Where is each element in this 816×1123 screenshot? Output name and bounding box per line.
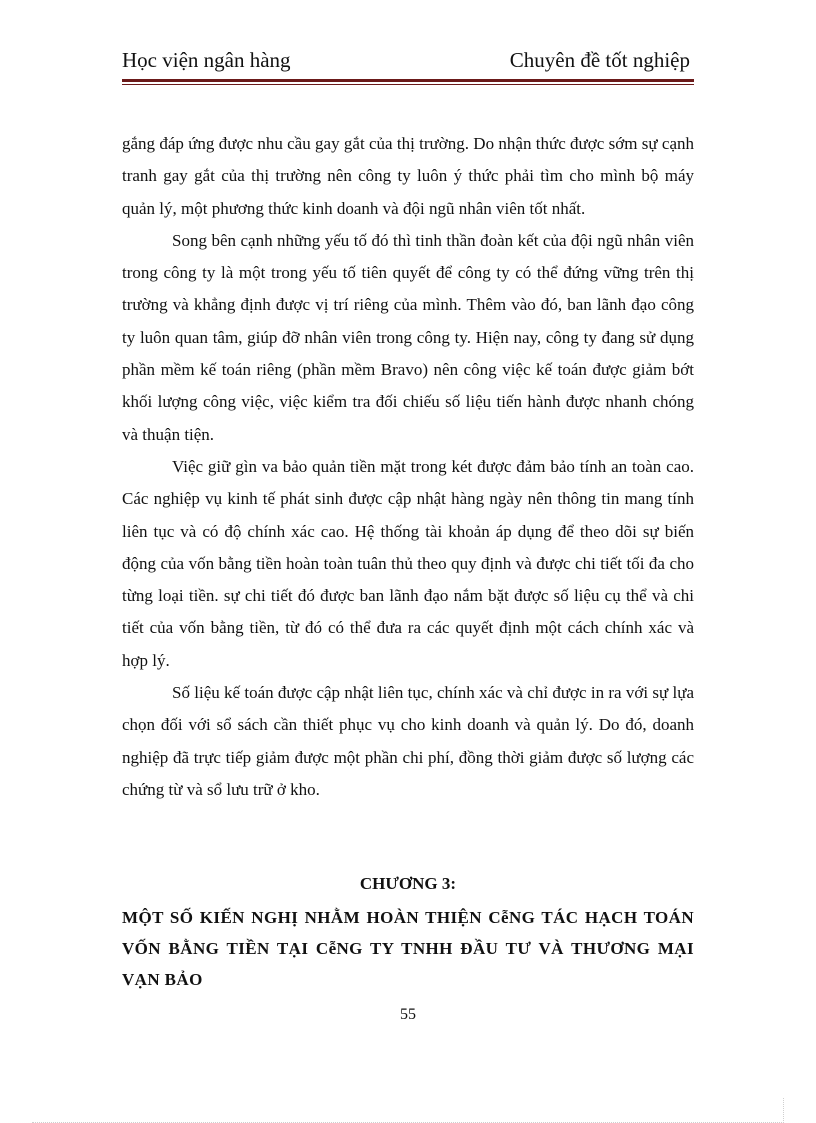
header-rule-thin bbox=[122, 84, 694, 85]
header-rule-thick bbox=[122, 79, 694, 82]
paragraph: gắng đáp ứng được nhu cầu gay gắt của thị trường. Do nhận thức được sớm sự cạnh tranh gay gắt của thị trường nên công ty luôn ý thức phải tìm cho mình bộ máy quản lý, một phương thức kinh doanh và đội ngũ nhân viên tốt nhất. bbox=[122, 134, 694, 218]
chapter-title: MỘT SỐ KIẾN NGHỊ NHẰM HOÀN THIỆN CễNG TÁC HẠCH TOÁN VỐN BẰNG TIỀN TẠI CễNG TY TNHH ĐẦU TƯ VÀ THƯƠNG MẠI VẠN BẢO bbox=[122, 908, 694, 989]
paragraph: Song bên cạnh những yếu tố đó thì tinh thần đoàn kết của đội ngũ nhân viên trong công ty là một trong yếu tố tiên quyết để công ty có thể đứng vững trên thị trường và khẳng định được vị trí riêng của mình. Thêm vào đó, ban lãnh đạo công ty luôn quan tâm, giúp đỡ nhân viên trong công ty. Hiện nay, công ty đang sử dụng phần mềm kế toán riêng (phần mềm Bravo) nên công việc kế toán được giảm bớt khối lượng công việc, việc kiểm tra đối chiếu số liệu tiến hành được nhanh chóng và thuận tiện. bbox=[122, 230, 694, 444]
body-text bbox=[122, 128, 694, 806]
paragraph: Việc giữ gìn va bảo quản tiền mặt trong két được đảm bảo tính an toàn cao. Các nghiệp vụ kinh tế phát sinh được cập nhật hàng ngày nên thông tin mang tính liên tục và có độ chính xác cao. Hệ thống tài khoản áp dụng để theo dõi sự biến động của vốn bằng tiền hoàn toàn tuân thủ theo quy định và được chi tiết tối đa cho từng loại tiền. sự chi tiết đó được ban lãnh đạo nắm bặt được số liệu cụ thể và chi tiết của vốn bằng tiền, từ đó có thể đưa ra các quyết định một cách chính xác và hợp lý. bbox=[122, 456, 694, 670]
page-number: 55 bbox=[400, 1006, 416, 1023]
header-document-type: Chuyên đề tốt nghiệp bbox=[509, 48, 690, 72]
header-institution: Học viện ngân hàng bbox=[122, 48, 291, 72]
page-border-dotted-side bbox=[783, 1098, 784, 1123]
paragraph: Số liệu kế toán được cập nhật liên tục, chính xác và chỉ được in ra với sự lựa chọn đối với sổ sách cần thiết phục vụ cho kinh doanh và quản lý. Do đó, doanh nghiệp đã trực tiếp giảm được một phần chi phí, đồng thời giảm được số lượng các chứng từ và sổ lưu trữ ở kho. bbox=[122, 683, 694, 799]
page-header bbox=[122, 46, 694, 80]
chapter-number: CHƯƠNG 3: bbox=[359, 874, 457, 893]
